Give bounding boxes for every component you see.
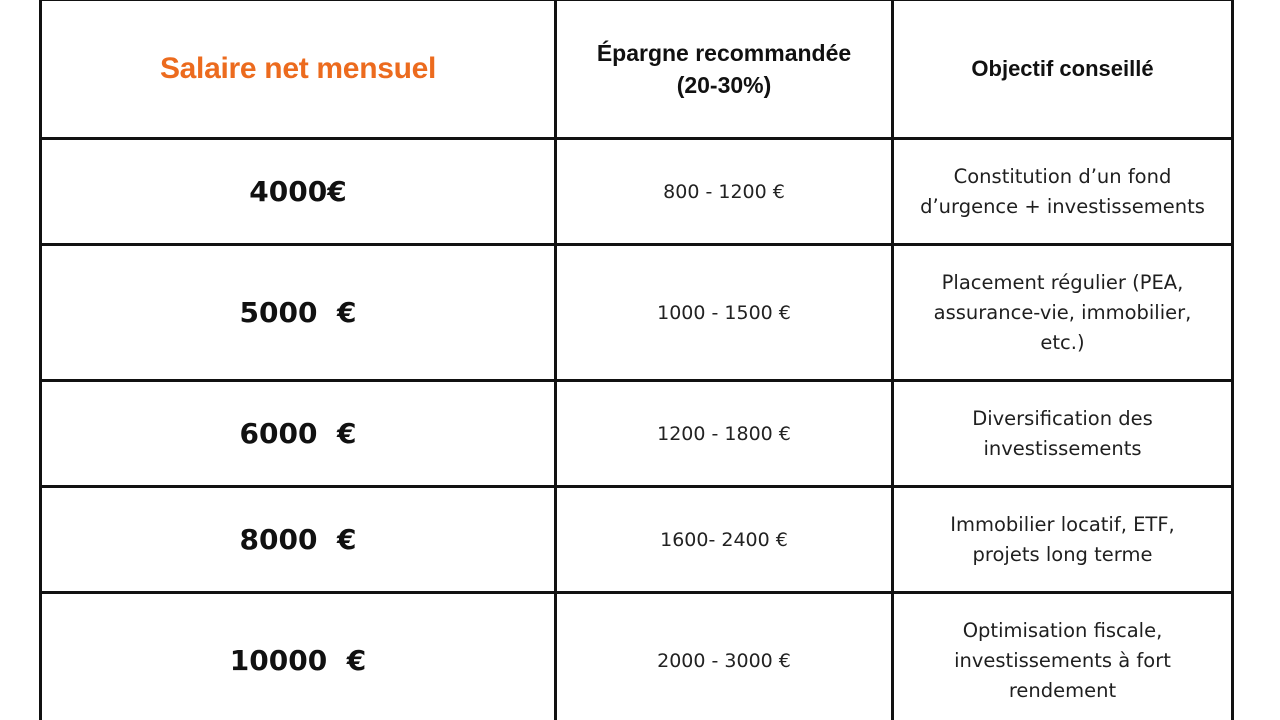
savings-cell xyxy=(556,593,893,720)
header-savings-line2: (20-30%) xyxy=(676,72,772,98)
header-savings-line1: Épargne recommandée xyxy=(596,40,852,66)
table-row xyxy=(41,139,1233,245)
goal-text: Diversification des investissements xyxy=(972,406,1153,460)
savings-cell xyxy=(556,245,893,381)
salary-cell xyxy=(41,593,556,720)
salary-value: 4000€ xyxy=(249,175,347,208)
goal-text: Optimisation fiscale, investissements à fort rendement xyxy=(954,618,1171,702)
header-goal: Objectif conseillé xyxy=(971,56,1154,81)
salary-cell xyxy=(41,487,556,593)
goal-cell xyxy=(893,381,1233,487)
savings-value: 2000 - 3000 € xyxy=(657,649,791,672)
salary-cell xyxy=(41,381,556,487)
savings-value: 800 - 1200 € xyxy=(663,180,785,203)
header-salary-cell xyxy=(41,0,556,139)
savings-cell xyxy=(556,139,893,245)
goal-text: Placement régulier (PEA, assurance-vie, immobilier, etc.) xyxy=(933,270,1192,354)
goal-cell xyxy=(893,245,1233,381)
goal-cell xyxy=(893,139,1233,245)
table-row xyxy=(41,487,1233,593)
header-goal-cell xyxy=(893,0,1233,139)
salary-value: 8000 € xyxy=(239,523,357,556)
salary-value: 6000 € xyxy=(239,417,357,450)
table-row xyxy=(41,593,1233,720)
savings-cell xyxy=(556,381,893,487)
salary-cell xyxy=(41,245,556,381)
goal-text: Constitution d’un fond d’urgence + investissements xyxy=(920,164,1205,218)
table-row xyxy=(41,381,1233,487)
savings-table xyxy=(39,0,1234,720)
header-savings xyxy=(567,37,881,101)
table-row xyxy=(41,245,1233,381)
salary-value: 10000 € xyxy=(229,644,367,677)
goal-cell xyxy=(893,593,1233,720)
savings-value: 1600- 2400 € xyxy=(660,528,788,551)
salary-cell xyxy=(41,139,556,245)
header-salary: Salaire net mensuel xyxy=(159,52,437,85)
savings-value: 1000 - 1500 € xyxy=(657,301,791,324)
goal-cell xyxy=(893,487,1233,593)
header-savings-cell xyxy=(556,0,893,139)
savings-cell xyxy=(556,487,893,593)
goal-text: Immobilier locatif, ETF, projets long terme xyxy=(950,512,1175,566)
table-header-row xyxy=(41,0,1233,139)
savings-value: 1200 - 1800 € xyxy=(657,422,791,445)
salary-value: 5000 € xyxy=(239,296,357,329)
